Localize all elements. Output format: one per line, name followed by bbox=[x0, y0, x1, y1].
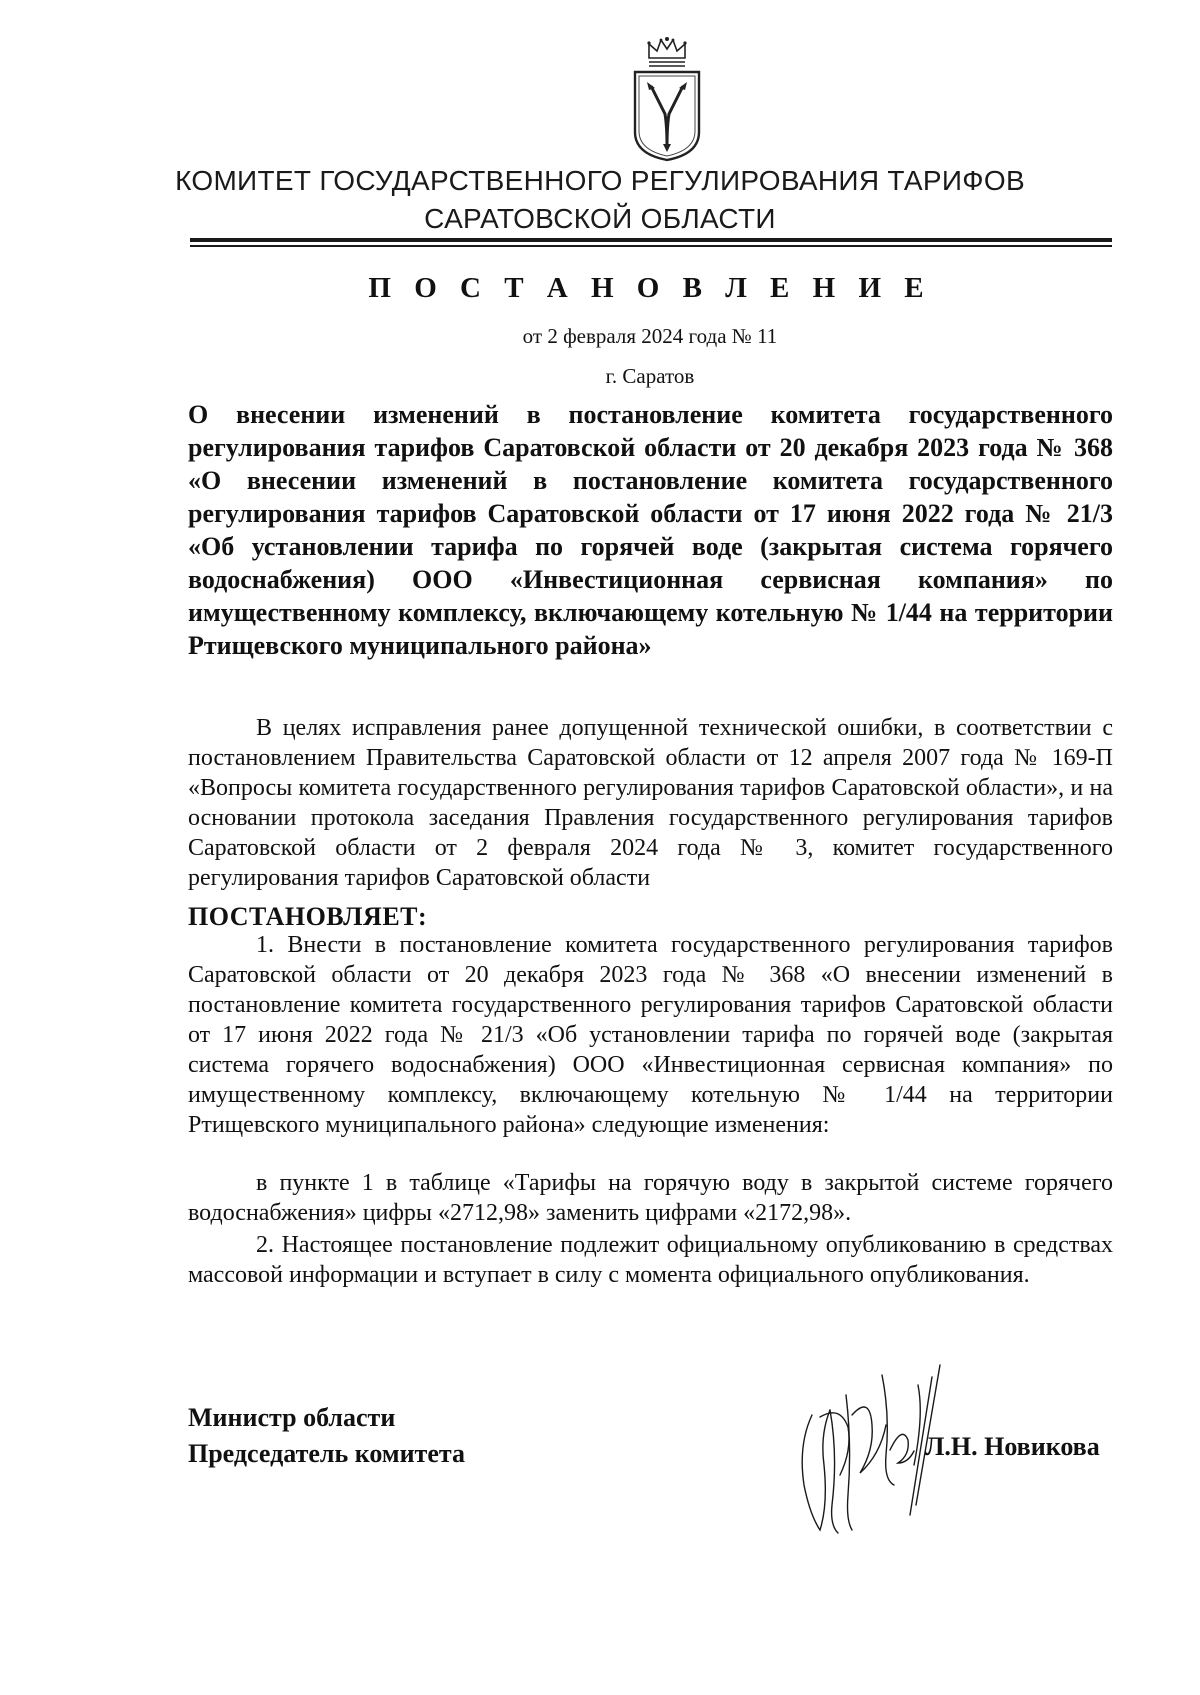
header-divider-thick bbox=[190, 238, 1112, 242]
item-1-subparagraph: в пункте 1 в таблице «Тарифы на горячую воду в закрытой системе горячего водоснабжения» цифры «2712,98» заменить цифрами «2172,98». bbox=[188, 1170, 1113, 1226]
document-city: г. Саратов bbox=[605, 364, 695, 388]
signatory-position-line1: Министр области bbox=[188, 1403, 396, 1432]
committee-name-line1: КОМИТЕТ ГОСУДАРСТВЕННОГО РЕГУЛИРОВАНИЯ ТАРИФОВ bbox=[175, 165, 1025, 196]
committee-name-line2: САРАТОВСКОЙ ОБЛАСТИ bbox=[424, 203, 776, 234]
preamble-paragraph: В целях исправления ранее допущенной технической ошибки, в соответствии с постановлением Правительства Саратовской области от 12 апреля 2007 года № 169-П «Вопросы комитета государственного регулирования тарифов Саратовской области», и на основании протокола заседания Правления государственного регулирования тарифов Саратовской области от 2 февраля 2024 года № 3, комитет государственного регулирования тарифов Саратовской области bbox=[188, 715, 1113, 891]
item-1-paragraph: 1. Внести в постановление комитета государственного регулирования тарифов Саратовской области от 20 декабря 2023 года № 368 «О внесении изменений в постановление комитета государственного регулирования тарифов Саратовской области от 17 июня 2022 года № 21/3 «Об установлении тарифа по горячей воде (закрытая система горячего водоснабжения) ООО «Инвестиционная сервисная компания» по имущественному комплексу, включающему котельную № 1/44 на территории Ртищевского муниципального района» следующие изменения: bbox=[188, 932, 1113, 1138]
document-date-number: от 2 февраля 2024 года № 11 bbox=[522, 324, 778, 348]
document-title: О внесении изменений в постановление комитета государственного регулирования тарифов Саратовской области от 20 декабря 2023 года № 368 «О внесении изменений в постановление комитета государственного регулирования тарифов Саратовской области от 17 июня 2022 года № 21/3 «Об установлении тарифа по горячей воде (закрытая система горячего водоснабжения) ООО «Инвестиционная сервисная компания» по имущественному комплексу, включающему котельную № 1/44 на территории Ртищевского муниципального района» bbox=[188, 400, 1113, 660]
saratov-coat-of-arms-icon bbox=[627, 36, 707, 162]
header-divider-thin bbox=[190, 245, 1112, 247]
committee-name bbox=[150, 162, 1050, 238]
document-type: П О С Т А Н О В Л Е Н И Е bbox=[368, 272, 932, 304]
item-2-paragraph: 2. Настоящее постановление подлежит официальному опубликованию в средствах массовой информации и вступает в силу с момента официального опубликования. bbox=[188, 1232, 1113, 1288]
resolves-heading: ПОСТАНОВЛЯЕТ: bbox=[188, 902, 428, 931]
signatory-position-line2: Председатель комитета bbox=[188, 1439, 465, 1468]
signatory-position bbox=[188, 1400, 465, 1472]
signatory-name: Л.Н. Новикова bbox=[925, 1432, 1100, 1461]
